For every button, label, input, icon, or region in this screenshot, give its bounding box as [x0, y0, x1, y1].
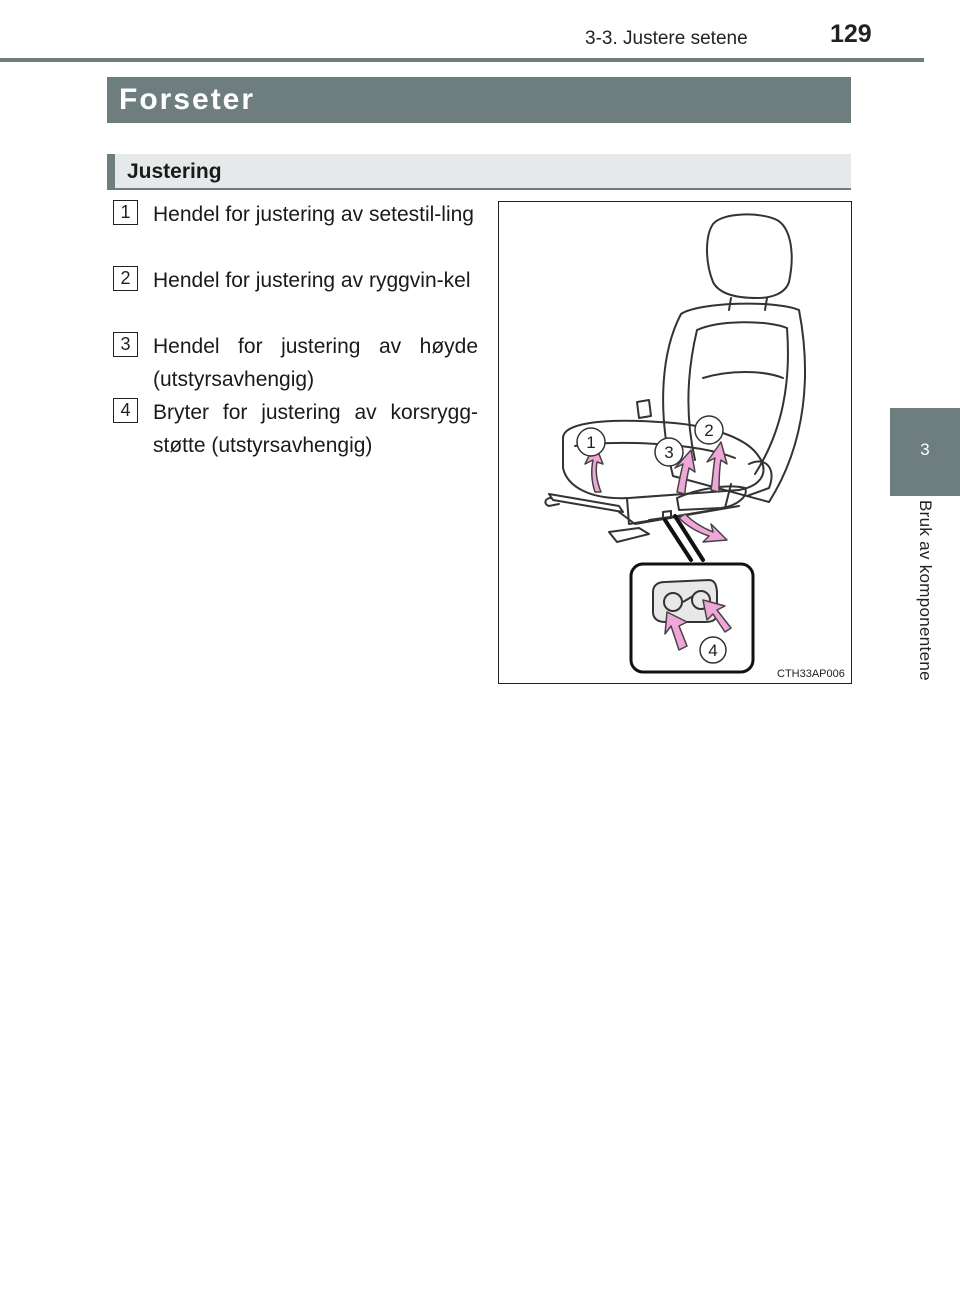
figure-label-4: 4 [708, 641, 718, 660]
figure-label-3: 3 [664, 443, 674, 462]
item-text: Hendel for justering av ryggvin-kel [153, 269, 471, 292]
header-section: 3-3. Justere setene [585, 28, 748, 49]
page-number: 129 [830, 20, 872, 48]
item-text: Bryter for justering av korsrygg-støtte (utstyrsavhengig) [153, 401, 478, 457]
seat-figure [498, 201, 852, 684]
subsection-bar [107, 154, 851, 190]
figure-code: CTH33AP006 [777, 668, 845, 680]
seat-illustration [499, 202, 851, 683]
figure-label-2: 2 [704, 421, 714, 440]
header-rule [0, 58, 924, 62]
list-item [113, 264, 478, 297]
section-title-bar [107, 77, 851, 123]
item-number: 3 [113, 332, 138, 357]
chapter-title: Bruk av komponentene [916, 500, 935, 681]
section-title: Forseter [119, 83, 256, 116]
item-number: 4 [113, 398, 138, 423]
item-number: 1 [113, 200, 138, 225]
list-item [113, 396, 478, 462]
subsection-title: Justering [127, 160, 222, 183]
item-number: 2 [113, 266, 138, 291]
subsection-accent [107, 154, 115, 188]
item-text: Hendel for justering av høyde (utstyrsavhengig) [153, 335, 478, 391]
chapter-tab [890, 408, 960, 496]
list-item [113, 330, 478, 396]
figure-label-1: 1 [586, 433, 596, 452]
item-text: Hendel for justering av setestil-ling [153, 203, 474, 226]
list-item [113, 198, 478, 231]
chapter-number: 3 [920, 440, 930, 459]
